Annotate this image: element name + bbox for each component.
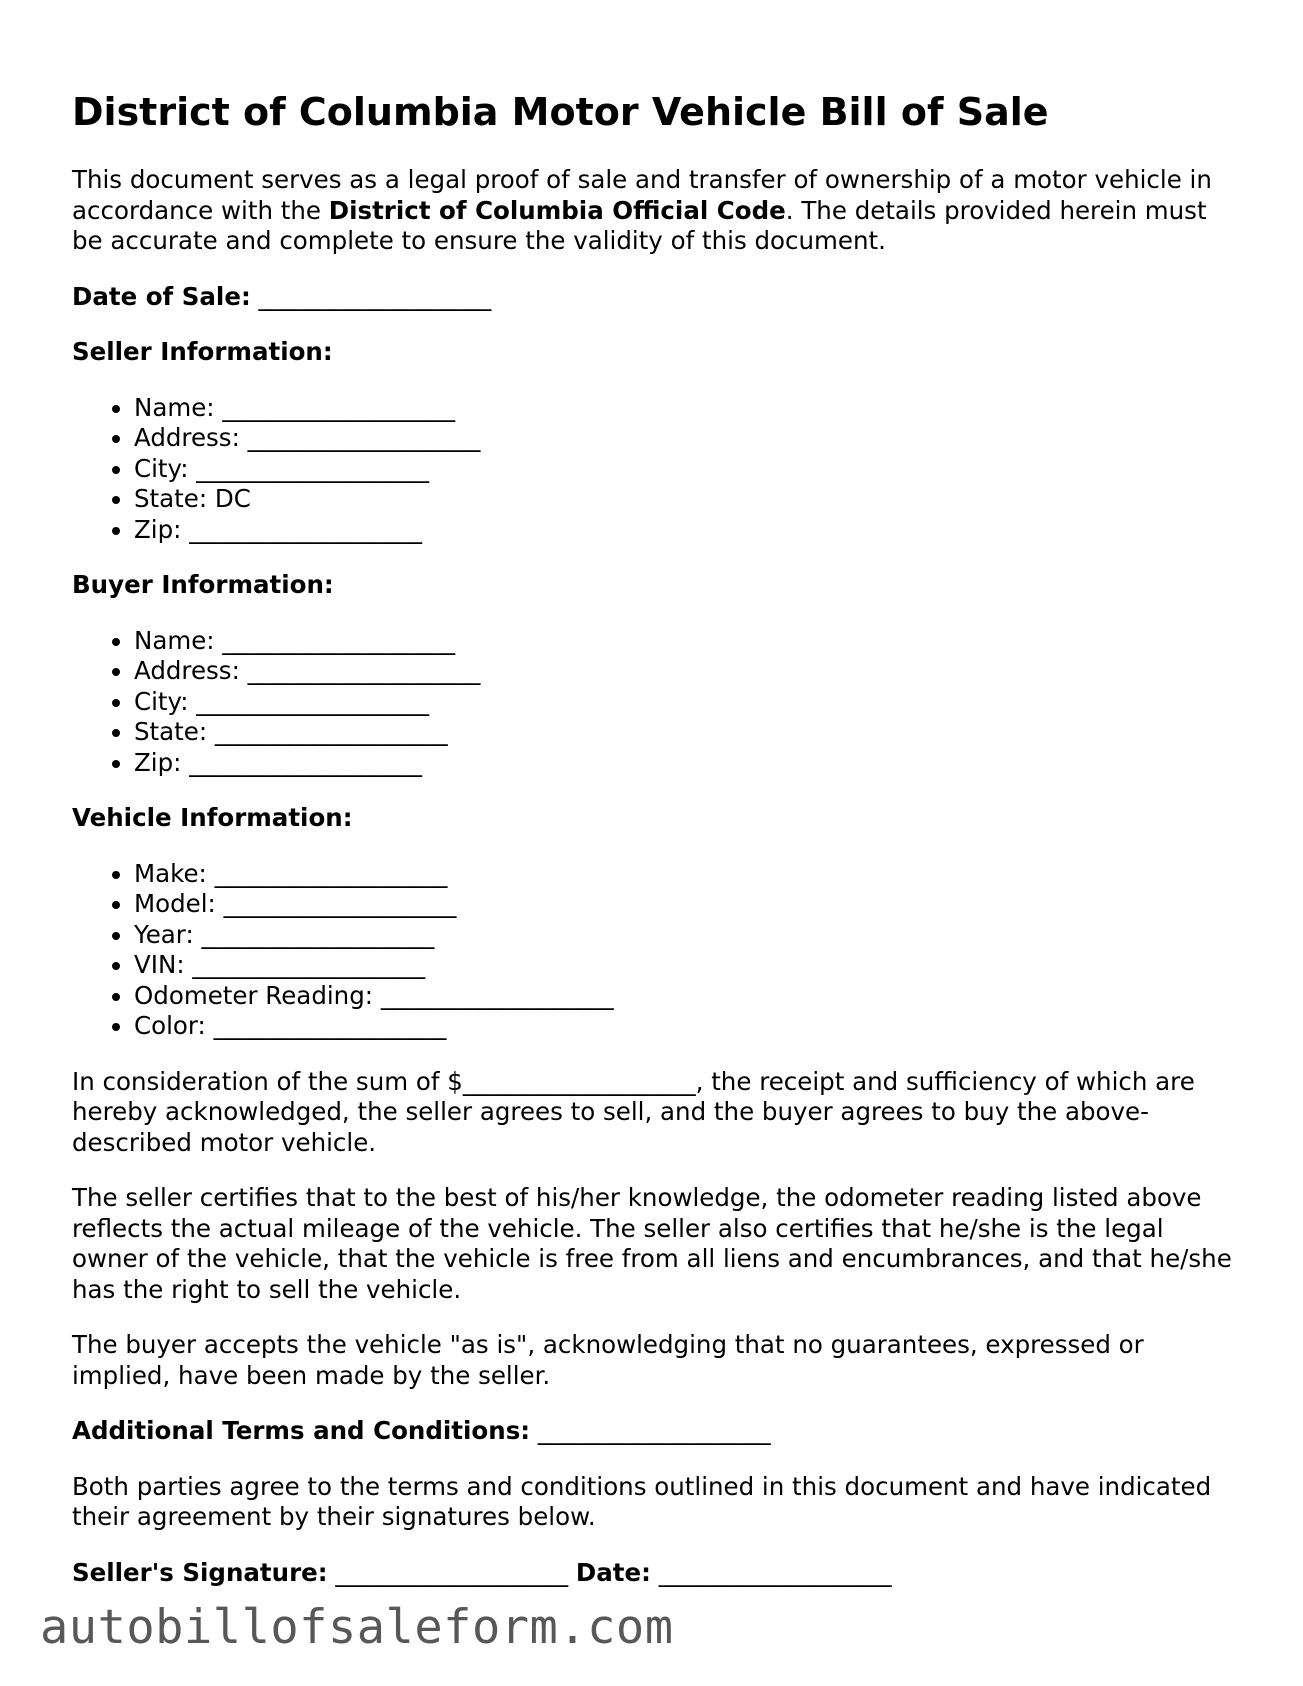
seller-address-label: Address: — [134, 423, 240, 452]
seller-signature-date-label: Date: — [575, 1557, 651, 1587]
vehicle-color-item — [134, 1011, 1232, 1042]
vehicle-make-label: Make: — [134, 858, 207, 888]
certification-paragraph: The seller certifies that to the best of his/her knowledge, the odometer reading listed above reflects the actual mileage of the vehicle. The seller also certifies that he/she is the legal owner of the vehicle, that the vehicle is free from all liens and encumbrances, and that he/she has the right to sell the vehicle. — [72, 1183, 1232, 1304]
buyer-state-label: State: — [134, 717, 208, 746]
buyer-heading: Buyer Information: — [72, 570, 334, 599]
intro-text-before: This document serves as a legal proof of sale and transfer of ownership of a motor vehicle in accordance with the — [72, 165, 1212, 225]
seller-zip-label: Zip: — [134, 514, 182, 544]
vehicle-color-label: Color: — [134, 1011, 206, 1040]
buyer-city-label: City: — [134, 686, 189, 716]
buyer-city-item — [134, 687, 1232, 718]
intro-paragraph — [72, 165, 1232, 257]
buyer-name-blank[interactable]: ___________________ — [222, 625, 456, 655]
seller-heading: Seller Information: — [72, 337, 333, 366]
date-of-sale-blank[interactable]: ___________________ — [258, 281, 492, 311]
buyer-city-blank[interactable]: ___________________ — [196, 686, 430, 716]
document-body — [72, 165, 1232, 1613]
vehicle-vin-label: VIN: — [134, 950, 185, 979]
agreement-paragraph: Both parties agree to the terms and conditions outlined in this document and have indicated their agreement by their signatures below. — [72, 1471, 1212, 1531]
seller-state-label: State: DC — [134, 484, 251, 513]
consideration-text-before: In consideration of the sum of $ — [72, 1066, 463, 1096]
vehicle-model-label: Model: — [134, 889, 216, 918]
buyer-zip-blank[interactable]: ___________________ — [189, 747, 422, 777]
consideration-text-after: , the receipt and sufficiency of which are hereby acknowledged, the seller agrees to sell, and the buyer agrees to buy the above-described motor vehicle. — [72, 1066, 1195, 1157]
seller-signature-label: Seller's Signature: — [72, 1557, 328, 1587]
buyer-address-item — [134, 656, 1232, 687]
sale-price-blank[interactable]: ___________________ — [462, 1066, 696, 1096]
seller-zip-item — [134, 515, 1232, 546]
vehicle-vin-item — [134, 950, 1232, 981]
buyer-zip-label: Zip: — [134, 747, 182, 777]
seller-signature-date-blank[interactable]: ___________________ — [658, 1557, 892, 1587]
vehicle-year-blank[interactable]: ___________________ — [201, 919, 435, 949]
seller-list — [72, 393, 1232, 546]
vehicle-vin-blank[interactable]: ___________________ — [192, 950, 426, 979]
page-title: District of Columbia Motor Vehicle Bill of Sale — [72, 90, 1049, 134]
vehicle-odometer-item — [134, 981, 1232, 1012]
date-of-sale-label: Date of Sale: — [72, 281, 251, 311]
vehicle-heading: Vehicle Information: — [72, 803, 353, 832]
seller-zip-blank[interactable]: ___________________ — [189, 514, 422, 544]
vehicle-year-label: Year: — [134, 919, 194, 949]
buyer-state-blank[interactable]: ___________________ — [214, 717, 448, 746]
intro-text-after: . The details provided herein must be accurate and complete to ensure the validity of this document. — [72, 195, 1207, 255]
seller-city-blank[interactable]: ___________________ — [196, 453, 430, 483]
vehicle-model-item — [134, 889, 1232, 920]
seller-signature-blank[interactable]: ___________________ — [335, 1557, 569, 1587]
seller-city-label: City: — [134, 453, 189, 483]
seller-name-blank[interactable]: ___________________ — [222, 392, 456, 422]
vehicle-odometer-blank[interactable]: ___________________ — [380, 980, 614, 1010]
buyer-name-item — [134, 626, 1232, 657]
additional-terms-label: Additional Terms and Conditions: — [72, 1416, 531, 1445]
buyer-address-label: Address: — [134, 656, 240, 685]
buyer-zip-item — [134, 748, 1232, 779]
buyer-state-item — [134, 717, 1232, 748]
buyer-name-label: Name: — [134, 625, 215, 655]
date-of-sale-line — [72, 282, 1232, 313]
consideration-paragraph — [72, 1067, 1232, 1159]
seller-state-item — [134, 484, 1232, 515]
as-is-paragraph: The buyer accepts the vehicle "as is", acknowledging that no guarantees, expressed or implied, have been made by the seller. — [72, 1330, 1144, 1390]
site-watermark: autobillofsaleform.com — [40, 1600, 674, 1655]
additional-terms-line — [72, 1416, 1232, 1447]
vehicle-make-blank[interactable]: ___________________ — [214, 858, 448, 888]
seller-signature-line — [72, 1558, 1232, 1589]
vehicle-model-blank[interactable]: ___________________ — [223, 889, 457, 918]
vehicle-odometer-label: Odometer Reading: — [134, 980, 374, 1010]
buyer-list — [72, 626, 1232, 779]
intro-code-reference: District of Columbia Official Code — [328, 195, 786, 225]
seller-name-label: Name: — [134, 392, 215, 422]
seller-address-blank[interactable]: ___________________ — [247, 423, 481, 452]
vehicle-color-blank[interactable]: ___________________ — [213, 1011, 447, 1040]
buyer-address-blank[interactable]: ___________________ — [247, 656, 481, 685]
seller-address-item — [134, 423, 1232, 454]
additional-terms-blank[interactable]: ___________________ — [537, 1416, 771, 1445]
seller-city-item — [134, 454, 1232, 485]
vehicle-make-item — [134, 859, 1232, 890]
seller-name-item — [134, 393, 1232, 424]
vehicle-year-item — [134, 920, 1232, 951]
vehicle-list — [72, 859, 1232, 1042]
